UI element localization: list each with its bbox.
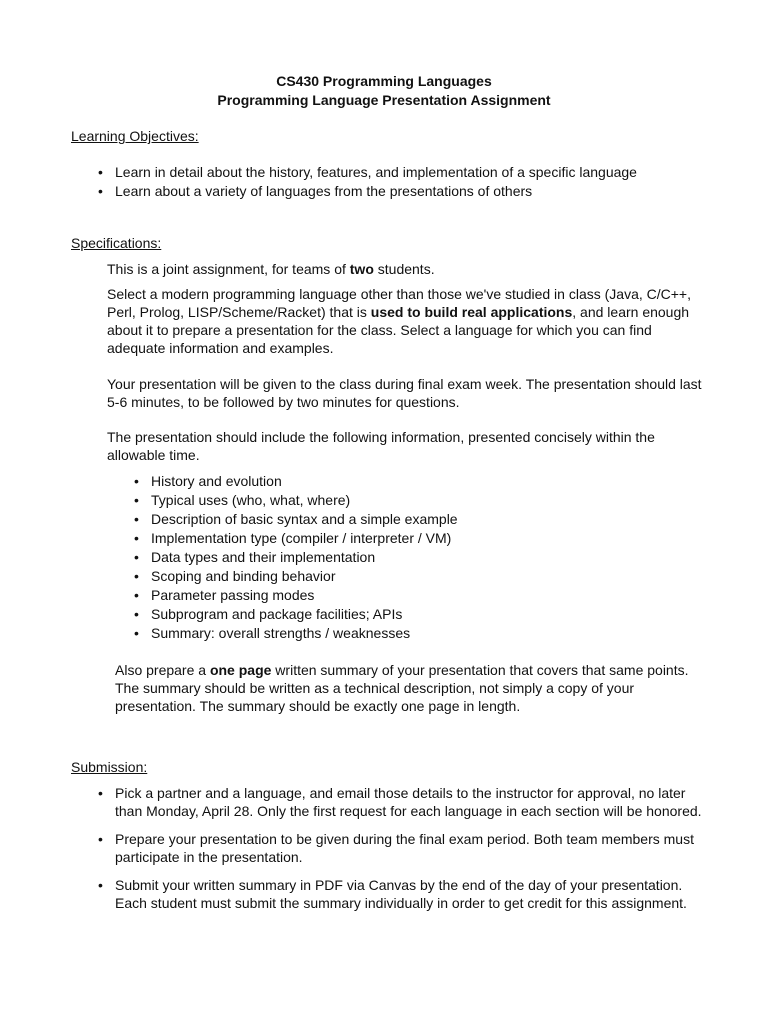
submission-heading: Submission: [71,759,148,775]
list-item: • Pick a partner and a language, and email those details to the instructor for approval, no later than Monday, April 28. Only the first request for each language in each section will be honored. [115,784,707,820]
course-title: CS430 Programming Languages [276,73,492,89]
presentation-timing-paragraph: Your presentation will be given to the class during final exam week. The presentation should last 5-6 minutes, to be followed by two minutes for questions. [107,376,702,410]
list-item: • History and evolution [151,472,731,491]
presentation-topics-list [151,472,731,643]
paragraph-text: written summary of your presentation that covers that same points. The summary should be written as a technical description, not simply a copy of your presentation. The summary should be exactly one page in length. [115,662,689,714]
list-item: • Prepare your presentation to be given during the final exam period. Both team members must participate in the presentation. [115,830,707,866]
list-item: • Learn about a variety of languages from the presentations of others [115,182,735,201]
written-summary-paragraph [115,661,705,715]
emphasis-text: two [349,261,374,277]
paragraph-text: This is a joint assignment, for teams of [107,261,350,277]
document-header [0,72,768,110]
team-size-paragraph [107,260,707,278]
assignment-title: Programming Language Presentation Assignment [217,92,551,108]
specifications-heading: Specifications: [71,235,162,251]
list-item: • Learn in detail about the history, features, and implementation of a specific language [115,163,735,182]
list-item: • Implementation type (compiler / interpreter / VM) [151,529,731,548]
list-item: • Summary: overall strengths / weaknesses [151,624,731,643]
language-selection-paragraph [107,285,707,357]
paragraph-text: , and learn enough about it to prepare a presentation for the class. Select a language for which you can find adequate information and examples. [107,304,690,356]
paragraph-text: students. [373,261,435,277]
learning-objectives-list [115,163,735,201]
list-item: • Parameter passing modes [151,586,731,605]
list-item: • Description of basic syntax and a simple example [151,510,731,529]
paragraph-text: Select a modern programming language other than those we've studied in class (Java, C/C++, Perl, Prolog, LISP/Scheme/Racket) that is [107,286,691,320]
paragraph-text: Also prepare a [115,662,210,678]
presentation-content-paragraph: The presentation should include the following information, presented concisely within the allowable time. [107,429,655,463]
list-item: • Subprogram and package facilities; APIs [151,605,731,624]
learning-objectives-heading: Learning Objectives: [71,128,199,144]
submission-list [115,784,707,922]
list-item: • Typical uses (who, what, where) [151,491,731,510]
emphasis-text: one page [209,662,272,678]
list-item: • Data types and their implementation [151,548,731,567]
list-item: • Scoping and binding behavior [151,567,731,586]
list-item: • Submit your written summary in PDF via Canvas by the end of the day of your presentation. Each student must submit the summary individually in order to get credit for this assignment. [115,876,707,912]
emphasis-text: used to build real applications [370,304,573,320]
